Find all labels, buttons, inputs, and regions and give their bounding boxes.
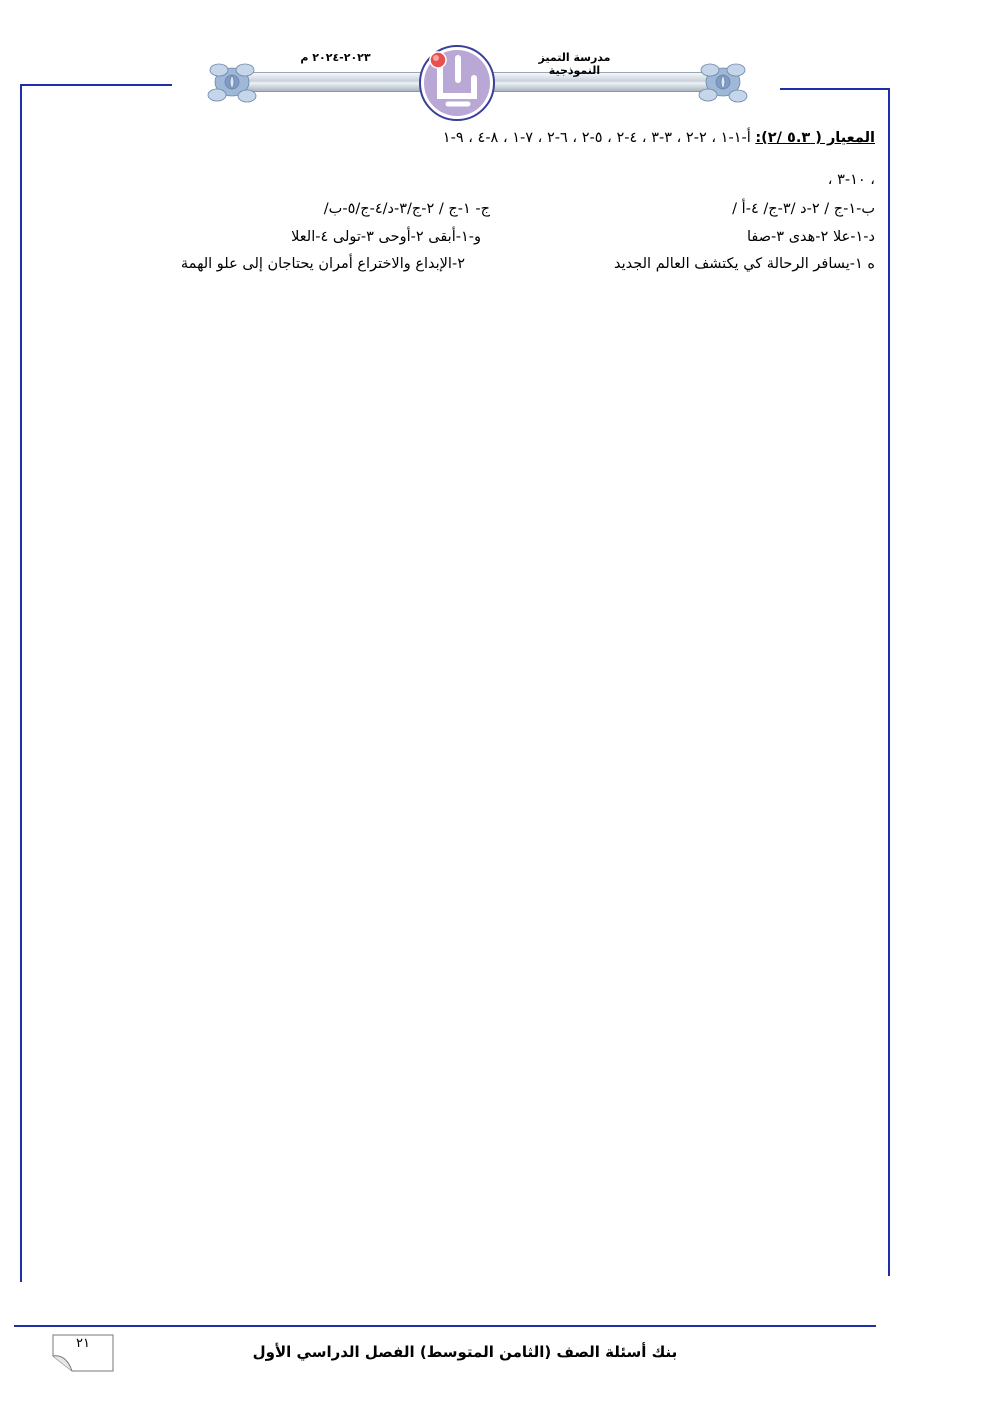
frame-top-right-border — [780, 88, 890, 90]
answer-d: د-١-علا ٢-هدى ٣-صفا — [746, 229, 875, 245]
criterion-label: المعيار ( ٥.٣ /٢): — [755, 130, 875, 146]
blue-rose-icon — [688, 50, 758, 114]
footer-divider — [14, 1325, 876, 1327]
frame-left-border — [20, 84, 22, 1282]
answer-h-2: ٢-الإبداع والاختراع أمران يحتاجان إلى علو الهمة — [180, 256, 465, 272]
footer-title: بنك أسئلة الصف (الثامن المتوسط) الفصل الدراسي الأول — [252, 1343, 678, 1361]
answer-w: و-١-أبقى ٢-أوحى ٣-تولى ٤-العلا — [291, 229, 481, 245]
school-name: مدرسة التميز النموذجية — [538, 51, 611, 77]
answer-h: ه ١-يسافر الرحالة كي يكتشف العالم الجديد — [614, 256, 875, 272]
frame-top-left-border — [20, 84, 172, 86]
school-logo-icon — [418, 44, 496, 122]
criterion-line-1 — [60, 130, 875, 146]
blue-rose-icon — [197, 50, 267, 114]
criterion-answers-2: ، ١٠-٣ ، — [827, 172, 875, 188]
answer-j: ج- ١-ج / ٢-ج/٣-د/٤-ج/٥-ب/ — [323, 201, 490, 217]
answer-b: ب-١-ج / ٢-د /٣-ج/ ٤-أ / — [732, 201, 875, 217]
criterion-answers-1: أ-١-١ ، ٢-٢ ، ٣-٣ ، ٤-٢ ، ٥-٢ ، ٦-٢ ، ٧-١ ، ٨-٤ ، ٩-١ — [442, 130, 756, 146]
school-year: ٢٠٢٣-٢٠٢٤ م — [300, 51, 371, 64]
page-number: ٢١ — [76, 1336, 90, 1351]
criterion-line-2 — [60, 172, 875, 188]
frame-right-border — [888, 88, 890, 1276]
